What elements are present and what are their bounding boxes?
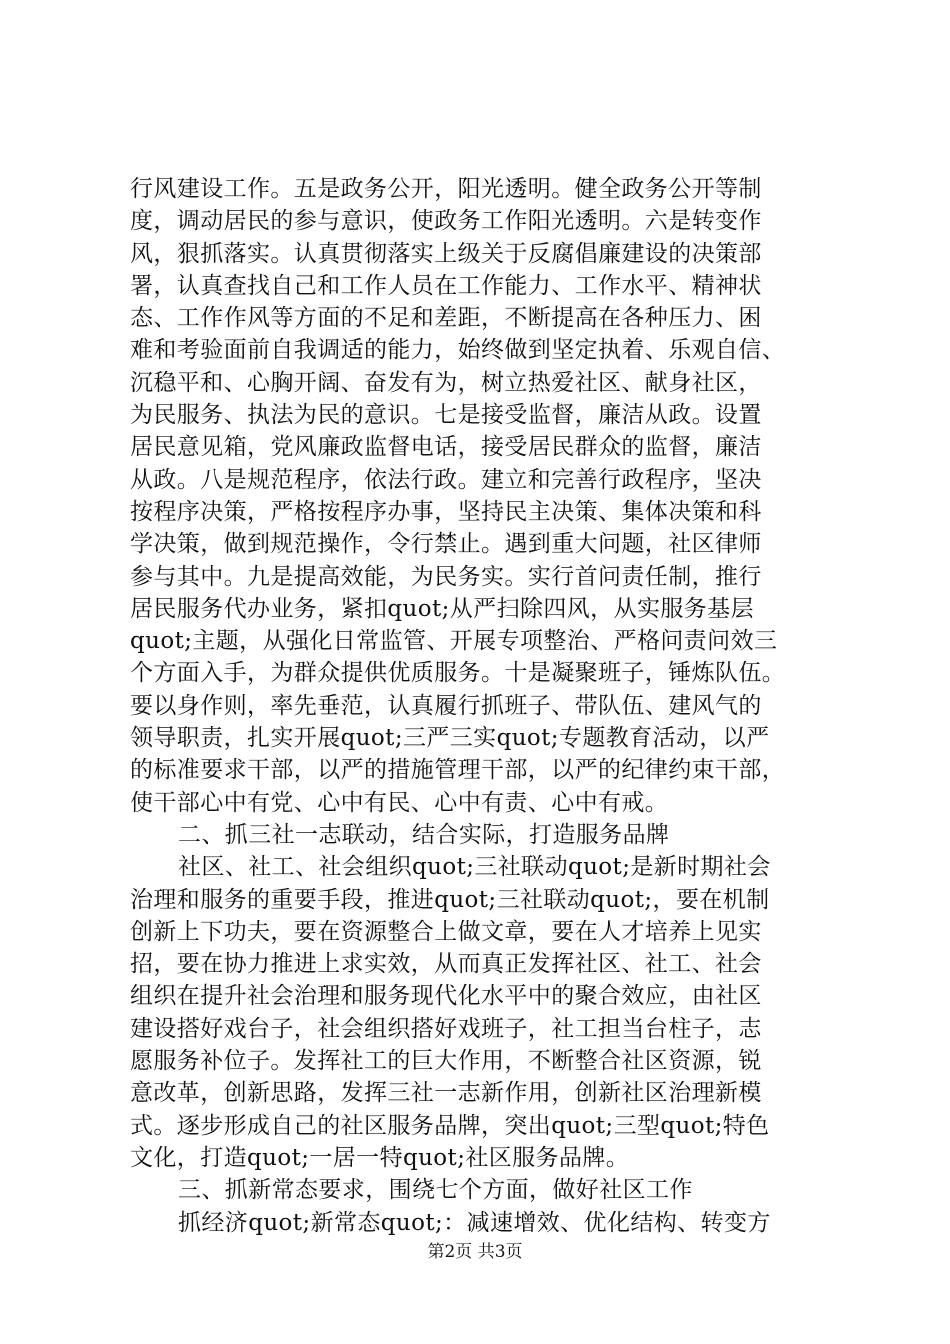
text-line: 领导职责，扎实开展quot;三严三实quot;专题教育活动，以严 bbox=[130, 725, 770, 752]
text-line: 治理和服务的重要手段，推进quot;三社联动quot;，要在机制 bbox=[130, 886, 770, 913]
text-line: 建设搭好戏台子，社会组织搭好戏班子，社工担当台柱子，志 bbox=[130, 1015, 762, 1042]
text-line: 学决策，做到规范操作，令行禁止。遇到重大问题，社区律师 bbox=[130, 531, 762, 558]
text-line: 使干部心中有党、心中有民、心中有责、心中有戒。 bbox=[130, 789, 669, 816]
text-line: 风，狠抓落实。认真贯彻落实上级关于反腐倡廉建设的决策部 bbox=[130, 240, 762, 267]
text-line: 创新上下功夫，要在资源整合上做文章，要在人才培养上见实 bbox=[130, 918, 762, 945]
text-line: 居民服务代办业务，紧扣quot;从严扫除四风，从实服务基层 bbox=[130, 595, 754, 622]
text-line: 式。逐步形成自己的社区服务品牌，突出quot;三型quot;特色 bbox=[130, 1112, 770, 1139]
paragraph-start-line: 三、抓新常态要求，围绕七个方面，做好社区工作 bbox=[178, 1177, 693, 1204]
text-line: 行风建设工作。五是政务公开，阳光透明。健全政务公开等制 bbox=[130, 176, 762, 202]
text-line: 愿服务补位子。发挥社工的巨大作用，不断整合社区资源，锐 bbox=[130, 1048, 762, 1075]
text-line: 态、工作作风等方面的不足和差距，不断提高在各种压力、困 bbox=[130, 305, 762, 332]
text-line: 意改革，创新思路，发挥三社一志新作用，创新社区治理新模 bbox=[130, 1080, 762, 1107]
text-line: 个方面入手，为群众提供优质服务。十是凝聚班子，锤炼队伍。 bbox=[130, 660, 786, 687]
text-line: quot;主题，从强化日常监管、开展专项整治、严格问责问效三 bbox=[130, 628, 778, 655]
text-line: 的标准要求干部，以严的措施管理干部，以严的纪律约束干部， bbox=[130, 757, 786, 784]
text-line: 度，调动居民的参与意识，使政务工作阳光透明。六是转变作 bbox=[130, 208, 762, 235]
text-line: 组织在提升社会治理和服务现代化水平中的聚合效应，由社区 bbox=[130, 983, 762, 1010]
text-line: 从政。八是规范程序，依法行政。建立和完善行政程序，坚决 bbox=[130, 466, 762, 493]
text-line: 要以身作则，率先垂范，认真履行抓班子、带队伍、建风气的 bbox=[130, 692, 762, 719]
paragraph-start-line: 社区、社工、社会组织quot;三社联动quot;是新时期社会 bbox=[178, 854, 771, 881]
text-line: 居民意见箱，党风廉政监督电话，接受居民群众的监督，廉洁 bbox=[130, 434, 762, 461]
text-line: 文化，打造quot;一居一特quot;社区服务品牌。 bbox=[130, 1144, 630, 1171]
text-line: 为民服务、执法为民的意识。七是接受监督，廉洁从政。设置 bbox=[130, 402, 762, 429]
paragraph-start-line: 抓经济quot;新常态quot;：减速增效、优化结构、转变方 bbox=[178, 1209, 771, 1236]
text-line: 署，认真查找自己和工作人员在工作能力、工作水平、精神状 bbox=[130, 272, 762, 299]
paragraph-start-line: 二、抓三社一志联动，结合实际，打造服务品牌 bbox=[178, 821, 670, 848]
text-line: 参与其中。九是提高效能，为民务实。实行首问责任制，推行 bbox=[130, 563, 762, 590]
text-line: 按程序决策，严格按程序办事，坚持民主决策、集体决策和科 bbox=[130, 498, 762, 525]
page-number-footer: 第2页 共3页 bbox=[427, 1242, 523, 1262]
text-line: 招，要在协力推进上求实效，从而真正发挥社区、社工、社会 bbox=[130, 951, 762, 978]
text-line: 沉稳平和、心胸开阔、奋发有为，树立热爱社区、献身社区， bbox=[130, 369, 762, 396]
text-line: 难和考验面前自我调适的能力，始终做到坚定执着、乐观自信、 bbox=[130, 337, 786, 364]
document-body bbox=[130, 173, 845, 1239]
